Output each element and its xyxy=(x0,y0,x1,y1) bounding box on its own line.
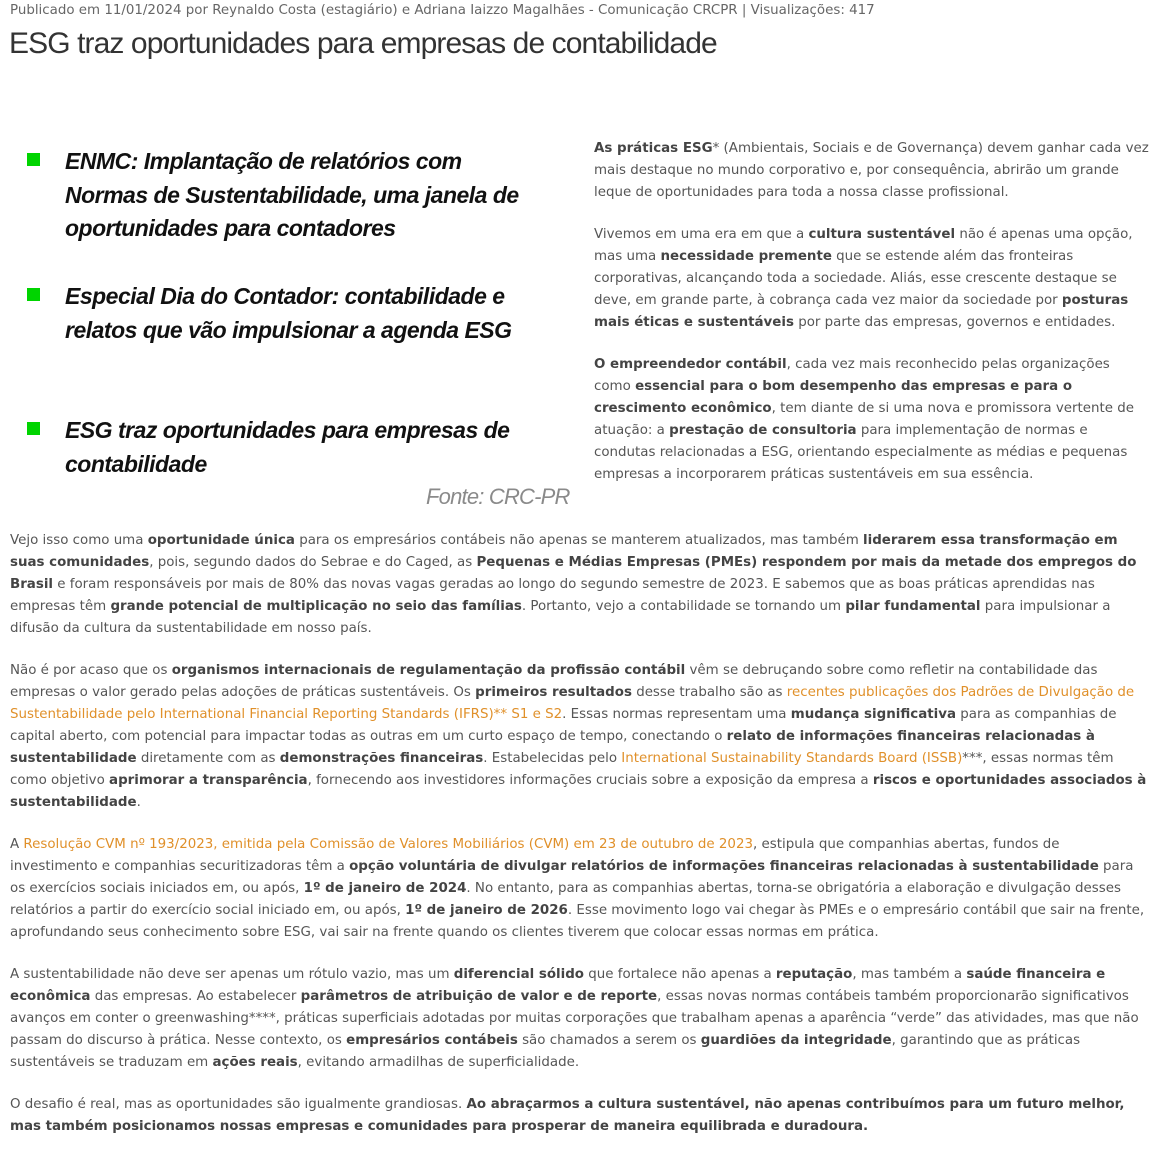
bold-text: organismos internacionais de regulamentação da profissão contábil xyxy=(171,663,686,678)
bold-text: As práticas ESG xyxy=(594,141,713,156)
text-run: diretamente com as xyxy=(136,751,280,766)
article-meta: Publicado em 11/01/2024 por Reynaldo Costa (estagiário) e Adriana Iaizzo Magalhães - Comunicação CRCPR | Visualizações: 417 xyxy=(10,3,875,18)
text-run: por parte das empresas, governos e entidades. xyxy=(793,315,1116,330)
bold-text: oportunidade única xyxy=(147,533,295,548)
text-run: . Portanto, vejo a contabilidade se tornando um xyxy=(521,599,846,614)
text-run: desse trabalho são as xyxy=(631,685,787,700)
text-run: para os empresários contábeis não apenas se manterem atualizados, mas também xyxy=(294,533,864,548)
green-square-bullet-icon xyxy=(27,288,40,301)
text-run: A xyxy=(10,837,24,852)
paragraph xyxy=(10,964,1148,1074)
intro-column xyxy=(594,138,1149,506)
text-run: ***, essas normas têm como objetivo xyxy=(10,751,1114,788)
text-run: . No entanto, para as companhias abertas, torna-se obrigatória a elaboração e divulgação desses relatórios a partir do exercício social iniciado em, ou após, xyxy=(10,881,1121,918)
text-run: Vejo isso como uma xyxy=(10,533,148,548)
bold-text: posturas mais éticas e sustentáveis xyxy=(594,293,1129,330)
text-run: , pois, segundo dados do Sebrae e do Caged, as xyxy=(149,555,477,570)
bold-text: 1º de janeiro de 2024 xyxy=(303,881,467,896)
bold-text: riscos e oportunidades associados à sustentabilidade xyxy=(10,773,1147,810)
text-run: vêm se debruçando sobre como refletir na contabilidade das empresas o valor gerado pelas adoções de práticas sustentáveis. Os xyxy=(10,663,1098,700)
bold-text: aprimorar a transparência xyxy=(109,773,308,788)
text-run: , estipula que companhias abertas, fundos de investimento e companhias securitizadoras têm a xyxy=(10,837,1060,874)
bold-text: Ao abraçarmos a cultura sustentável, não apenas contribuímos para um futuro melhor, mas também posicionamos nossas empresas e comunidades para prosperar de maneira equilibrada e duradoura. xyxy=(10,1097,1125,1134)
text-run: que fortalece não apenas a xyxy=(584,967,776,982)
text-run: e foram responsáveis por mais de 80% das novas vagas geradas ao longo do segundo semestre de 2023. E sabemos que as boas práticas aprendidas nas empresas têm xyxy=(10,577,1095,614)
text-run: . Estabelecidas pelo xyxy=(483,751,622,766)
bold-text: O empreendedor contábil xyxy=(594,357,787,372)
paragraph xyxy=(10,1094,1148,1138)
text-run: , mas também a xyxy=(852,967,967,982)
article-body xyxy=(10,530,1148,1158)
text-run: para impulsionar a difusão da cultura da sustentabilidade em nosso país. xyxy=(10,599,1111,636)
bold-text: guardiões da integridade xyxy=(700,1033,892,1048)
text-run: são chamados a serem os xyxy=(517,1033,701,1048)
bold-text: 1º de janeiro de 2026 xyxy=(405,903,568,918)
text-run: , evitando armadilhas de superficialidade. xyxy=(297,1055,580,1070)
paragraph xyxy=(594,354,1149,486)
bold-text: primeiros resultados xyxy=(475,685,632,700)
text-run: para os exercícios sociais iniciados em, ou após, xyxy=(10,859,1134,896)
bold-text: cultura sustentável xyxy=(808,227,956,242)
bold-text: reputação xyxy=(775,967,853,982)
bold-text: diferencial sólido xyxy=(453,967,585,982)
bold-text: empresários contábeis xyxy=(346,1033,518,1048)
bold-text: pilar fundamental xyxy=(845,599,981,614)
paragraph xyxy=(594,138,1149,204)
text-run: que se estende além das fronteiras corporativas, alcançando toda a sociedade. Aliás, esse crescente destaque se deve, em grande parte, à cobrança cada vez maior da sociedade por xyxy=(594,249,1117,308)
paragraph xyxy=(10,834,1148,944)
text-run: para as companhias de capital aberto, com potencial para impactar todas as outras em um curto espaço de tempo, conectando o xyxy=(10,707,1117,744)
text-run: , essas novas normas contábeis também proporcionarão significativos avanços em conter o greenwashing****, práticas superficiais adotadas por muitas corporações que trabalham apenas a aparência “verde” das atividades, mas que não passam do discurso à prática. Nesse contexto, os xyxy=(10,989,1139,1048)
bold-text: parâmetros de atribuição de valor e de reporte xyxy=(300,989,658,1004)
text-run: . Esse movimento logo vai chegar às PMEs e o empresário contábil que sair na frente, aprofundando seus conhecimento sobre ESG, vai sair na frente quando os clientes tiverem que colocar essas normas em prática. xyxy=(10,903,1145,940)
bold-text: relato de informações financeiras relacionadas à sustentabilidade xyxy=(10,729,1095,766)
text-run: Não é por acaso que os xyxy=(10,663,172,678)
text-run: das empresas. Ao estabelecer xyxy=(90,989,301,1004)
highlight-text: Especial Dia do Contador: contabilidade e relatos que vão impulsionar a agenda ESG xyxy=(65,283,512,343)
bold-text: demonstrações financeiras xyxy=(279,751,484,766)
text-run: O desafio é real, mas as oportunidades são igualmente grandiosas. xyxy=(10,1097,467,1112)
text-run: . xyxy=(136,795,141,810)
text-run: para implementação de normas e condutas relacionadas a ESG, orientando especialmente as médias e pequenas empresas a incorporarem práticas sustentáveis em sua essência. xyxy=(594,423,1128,482)
bold-text: Pequenas e Médias Empresas (PMEs) respondem por mais da metade dos empregos do Brasil xyxy=(10,555,1137,592)
text-run: . Essas normas representam uma xyxy=(562,707,791,722)
bold-text: grande potencial de multiplicação no seio das famílias xyxy=(110,599,522,614)
green-square-bullet-icon xyxy=(27,153,40,166)
text-run: não é apenas uma opção, mas uma xyxy=(594,227,1133,264)
article-title: ESG traz oportunidades para empresas de contabilidade xyxy=(9,27,717,60)
paragraph xyxy=(10,530,1148,640)
inline-link[interactable]: Resolução CVM nº 193/2023, emitida pela Comissão de Valores Mobiliários (CVM) em 23 de outubro de 2023 xyxy=(23,837,753,852)
green-square-bullet-icon xyxy=(27,422,40,435)
paragraph xyxy=(594,224,1149,334)
text-run: , garantindo que as práticas sustentáveis se traduzam em xyxy=(10,1033,1081,1070)
paragraph xyxy=(10,660,1148,814)
bold-text: prestação de consultoria xyxy=(669,423,857,438)
bold-text: mudança significativa xyxy=(790,707,956,722)
bold-text: necessidade premente xyxy=(660,249,832,264)
highlight-text: ESG traz oportunidades para empresas de contabilidade xyxy=(65,417,510,477)
bold-text: opção voluntária de divulgar relatórios de informações financeiras relacionadas à sustentabilidade xyxy=(349,859,1099,874)
text-run: , tem diante de si uma nova e promissora vertente de atuação: a xyxy=(594,401,1134,438)
bold-text: ações reais xyxy=(212,1055,298,1070)
bold-text: saúde financeira e econômica xyxy=(10,967,1106,1004)
text-run: , fornecendo aos investidores informações cruciais sobre a exposição da empresa a xyxy=(307,773,873,788)
text-run: , cada vez mais reconhecido pelas organizações como xyxy=(594,357,1110,394)
text-run: A sustentabilidade não deve ser apenas um rótulo vazio, mas um xyxy=(10,967,454,982)
bold-text: liderarem essa transformação em suas comunidades xyxy=(10,533,1118,570)
inline-link[interactable]: recentes publicações dos Padrões de Divulgação de Sustentabilidade pelo International Financial Reporting Standards (IFRS)** S1 e S2 xyxy=(10,685,1135,722)
highlight-text: ENMC: Implantação de relatórios com Normas de Sustentabilidade, uma janela de oportunidades para contadores xyxy=(65,148,519,241)
image-source-caption: Fonte: CRC-PR xyxy=(426,484,570,509)
bold-text: essencial para o bom desempenho das empresas e para o crescimento econômico xyxy=(594,379,1073,416)
inline-link[interactable]: International Sustainability Standards Board (ISSB) xyxy=(621,751,963,766)
text-run: Vivemos em uma era em que a xyxy=(594,227,809,242)
text-run: * (Ambientais, Sociais e de Governança) devem ganhar cada vez mais destaque no mundo corporativo e, por consequência, abrirão um grande leque de oportunidades para toda a nossa classe profissional. xyxy=(594,141,1149,200)
